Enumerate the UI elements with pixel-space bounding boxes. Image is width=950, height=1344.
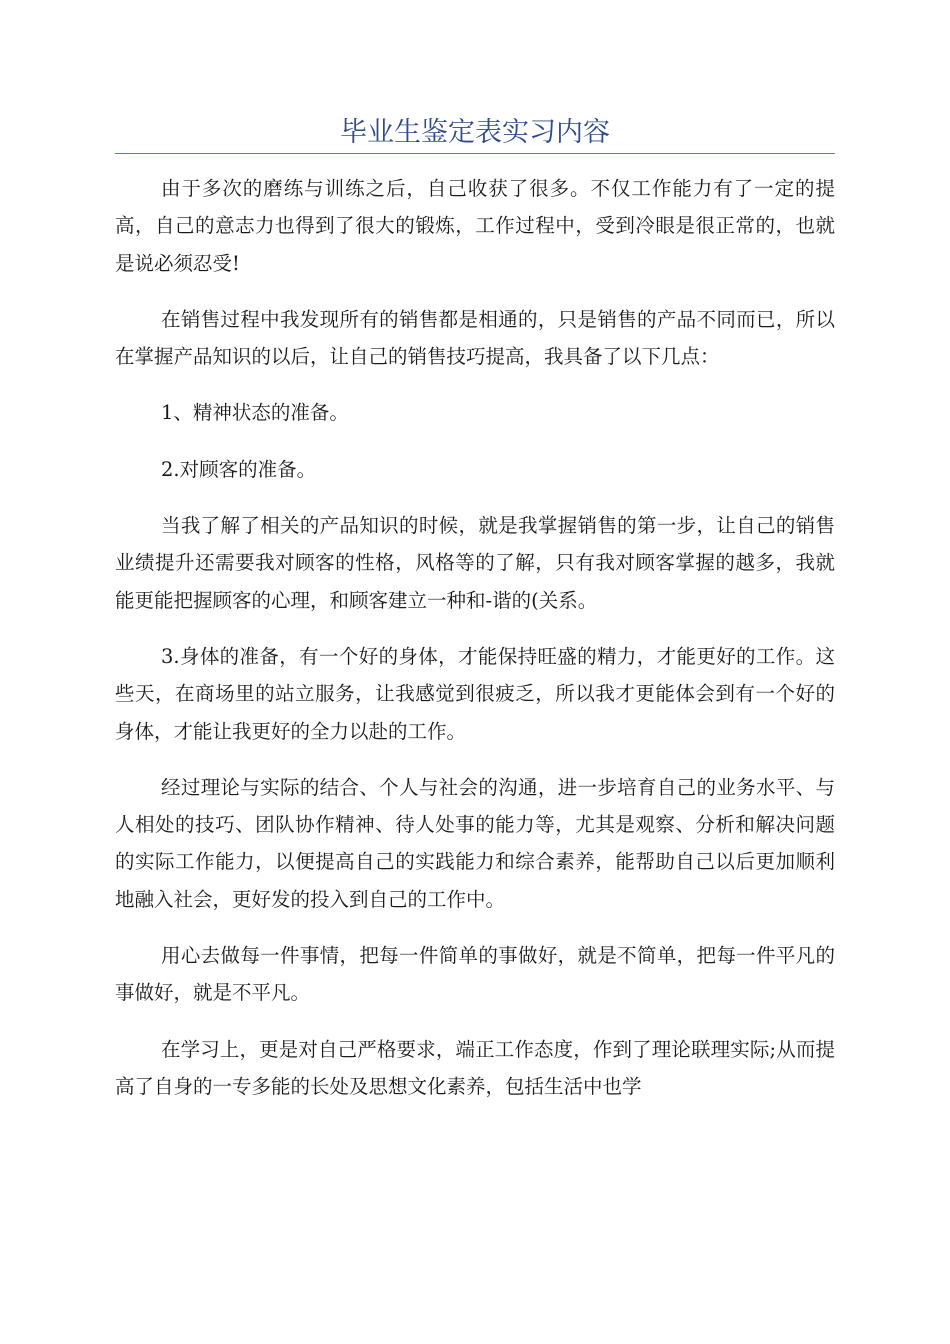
paragraph-5: 当我了解了相关的产品知识的时候，就是我掌握销售的第一步，让自己的销售业绩提升还需要我对顾客的性格，风格等的了解，只有我对顾客掌握的越多，我就能更能把握顾客的心理，和顾客建立一种和-谐的(关系。 xyxy=(115,514,835,612)
paragraph-4: 2.对顾客的准备。 xyxy=(161,457,317,481)
paragraph-9: 在学习上，更是对自己严格要求，端正工作态度，作到了理论联理实际;从而提高了自身的一专多能的长处及思想文化素养，包括生活中也学 xyxy=(115,1037,835,1098)
title-underline xyxy=(115,153,835,154)
paragraph-2: 在销售过程中我发现所有的销售都是相通的，只是销售的产品不同而已，所以在掌握产品知识的以后，让自己的销售技巧提高，我具备了以下几点： xyxy=(115,307,835,369)
page-title: 毕业生鉴定表实习内容 xyxy=(340,117,610,148)
paragraph-3: 1、精神状态的准备。 xyxy=(161,401,349,425)
paragraph-1: 由于多次的磨练与训练之后，自己收获了很多。不仅工作能力有了一定的提高，自己的意志力也得到了很大的锻炼，工作过程中，受到冷眼是很正常的，也就是说必须忍受! xyxy=(115,177,835,275)
paragraph-6: 3.身体的准备，有一个好的身体，才能保持旺盛的精力，才能更好的工作。这些天，在商场里的站立服务，让我感觉到很疲乏，所以我才更能体会到有一个好的身体，才能让我更好的全力以赴的工作。 xyxy=(115,644,835,743)
document-body xyxy=(115,170,835,1124)
paragraph-7: 经过理论与实际的结合、个人与社会的沟通，进一步培育自己的业务水平、与人相处的技巧、团队协作精神、待人处事的能力等，尤其是观察、分析和解决问题的实际工作能力，以便提高自己的实践能力和综合素养，能帮助自己以后更加顺利地融入社会，更好发的投入到自己的工作中。 xyxy=(115,775,835,911)
paragraph-8: 用心去做每一件事情，把每一件简单的事做好，就是不简单，把每一件平凡的事做好，就是不平凡。 xyxy=(115,944,835,1005)
